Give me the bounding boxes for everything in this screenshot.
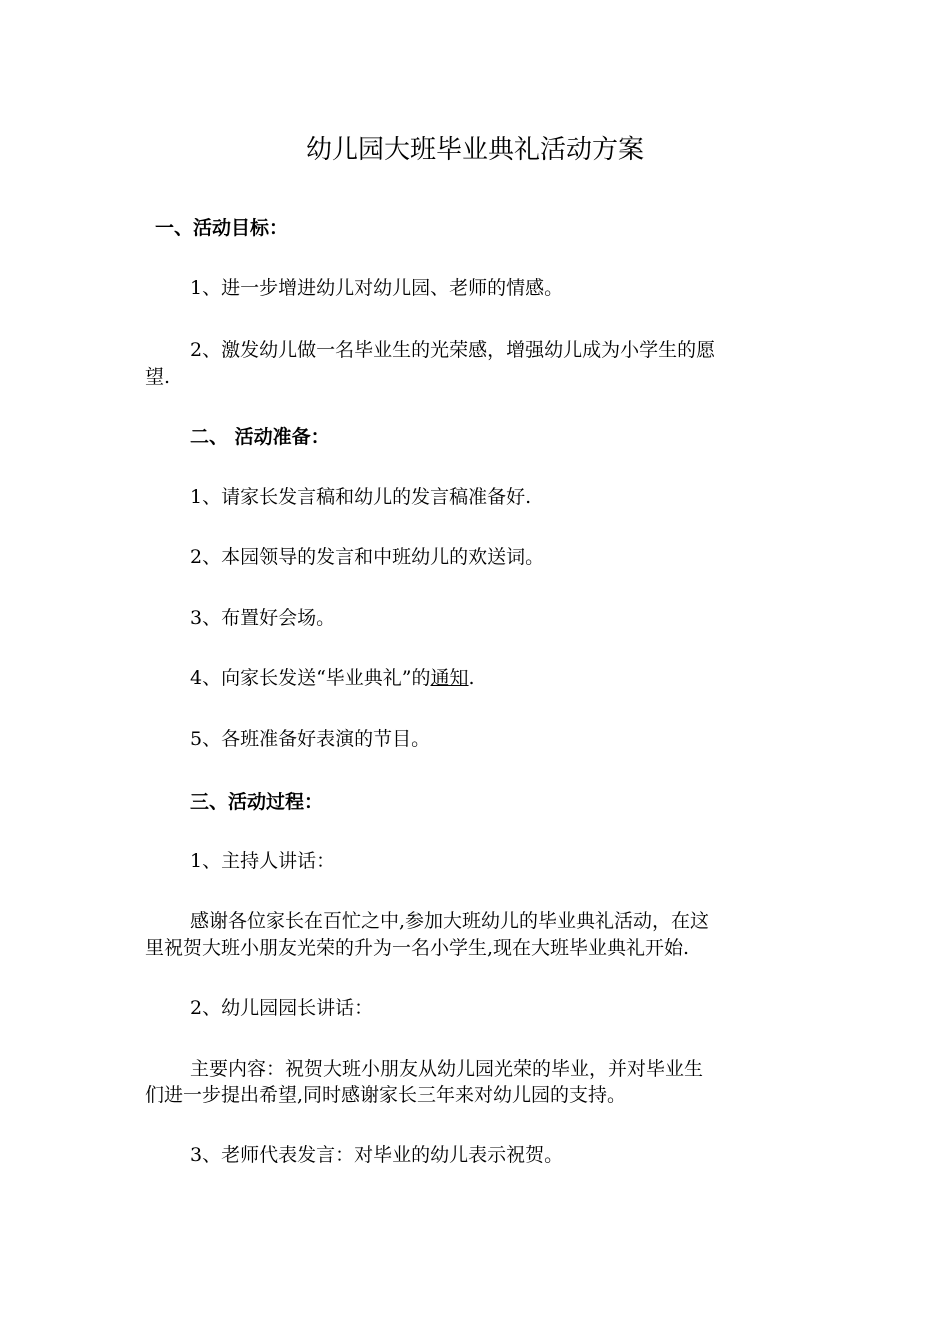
paragraph-continuation: 望. [145,366,171,388]
paragraph: 2、激发幼儿做一名毕业生的光荣感，增强幼儿成为小学生的愿 [190,339,716,361]
page-title: 幼儿园大班毕业典礼活动方案 [305,135,644,165]
paragraph: 5、各班准备好表演的节目。 [190,728,431,750]
paragraph: 3、布置好会场。 [190,607,336,629]
notice-link[interactable]: 通知 [430,667,469,689]
paragraph: 1、进一步增进幼儿对幼儿园、老师的情感。 [190,277,564,299]
section-heading-goals: 一、活动目标： [155,217,289,239]
paragraph: 感谢各位家长在百忙之中,参加大班幼儿的毕业典礼活动，在这 [190,910,710,932]
paragraph-continuation: 们进一步提出希望,同时感谢家长三年来对幼儿园的支持。 [145,1084,627,1106]
paragraph: 1、请家长发言稿和幼儿的发言稿准备好. [190,486,532,508]
paragraph: 2、幼儿园园长讲话： [190,997,374,1019]
paragraph-continuation: 里祝贺大班小朋友光荣的升为一名小学生,现在大班毕业典礼开始. [145,937,690,959]
section-heading-process: 三、活动过程： [190,791,324,813]
paragraph [190,665,475,691]
paragraph: 3、老师代表发言：对毕业的幼儿表示祝贺。 [190,1144,564,1166]
paragraph: 主要内容：祝贺大班小朋友从幼儿园光荣的毕业，并对毕业生 [190,1058,704,1080]
section-heading-preparation: 二、 活动准备： [190,426,330,448]
paragraph: 1、主持人讲话： [190,850,336,872]
paragraph-text: . [468,667,475,689]
paragraph-text: 4、向家长发送“毕业典礼”的 [190,667,431,689]
paragraph: 2、本园领导的发言和中班幼儿的欢送词。 [190,546,545,568]
